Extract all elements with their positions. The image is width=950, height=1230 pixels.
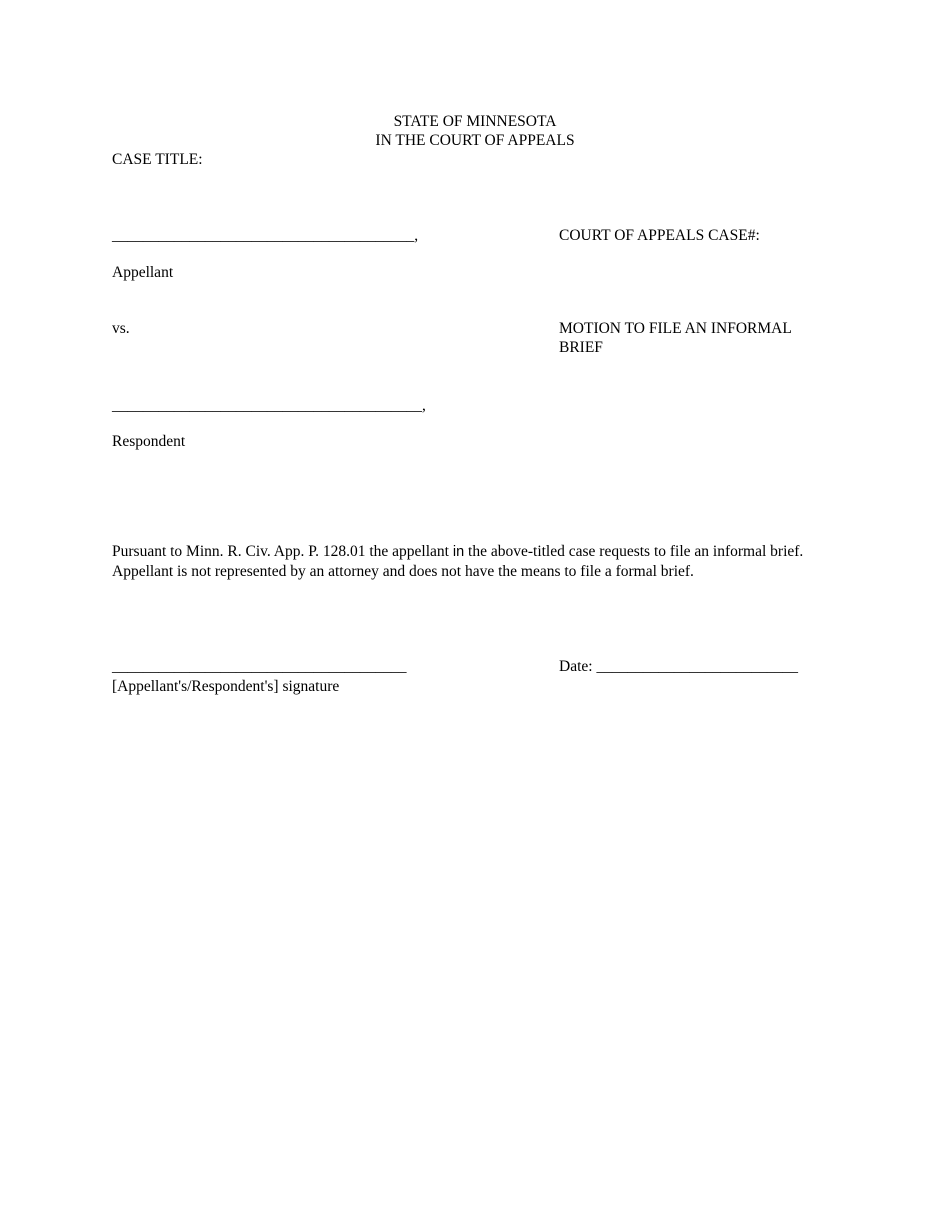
paragraph-in: in — [452, 544, 465, 560]
paragraph-part-2: the above-titled case requests to file an informal brief. Appellant is not represented by an attorney and does not have the means to file a formal brief. — [112, 543, 804, 580]
state-heading: STATE OF MINNESOTA — [393, 113, 557, 130]
date-label: Date: — [559, 658, 597, 675]
versus-label: vs. — [112, 320, 130, 337]
motion-title-line-2: BRIEF — [559, 339, 603, 356]
court-heading-line: IN THE COURT OF APPEALS — [375, 132, 575, 149]
signature-label: [Appellant's/Respondent's] signature — [112, 678, 340, 695]
appellant-name-blank[interactable]: _______________________________________, — [112, 227, 419, 244]
date-field — [559, 657, 798, 676]
appellant-label: Appellant — [112, 264, 174, 281]
motion-title-line-1: MOTION TO FILE AN INFORMAL — [559, 320, 792, 337]
case-number-label: COURT OF APPEALS CASE#: — [559, 227, 760, 244]
motion-paragraph — [112, 542, 852, 582]
paragraph-part-1: Pursuant to Minn. R. Civ. App. P. 128.01 the appellant — [112, 543, 453, 560]
respondent-name-blank[interactable]: ________________________________________, — [112, 397, 426, 414]
case-title-label: CASE TITLE: — [112, 151, 203, 168]
respondent-label: Respondent — [112, 433, 186, 450]
signature-blank[interactable]: ______________________________________ — [112, 658, 407, 675]
date-blank[interactable]: __________________________ — [596, 658, 798, 675]
